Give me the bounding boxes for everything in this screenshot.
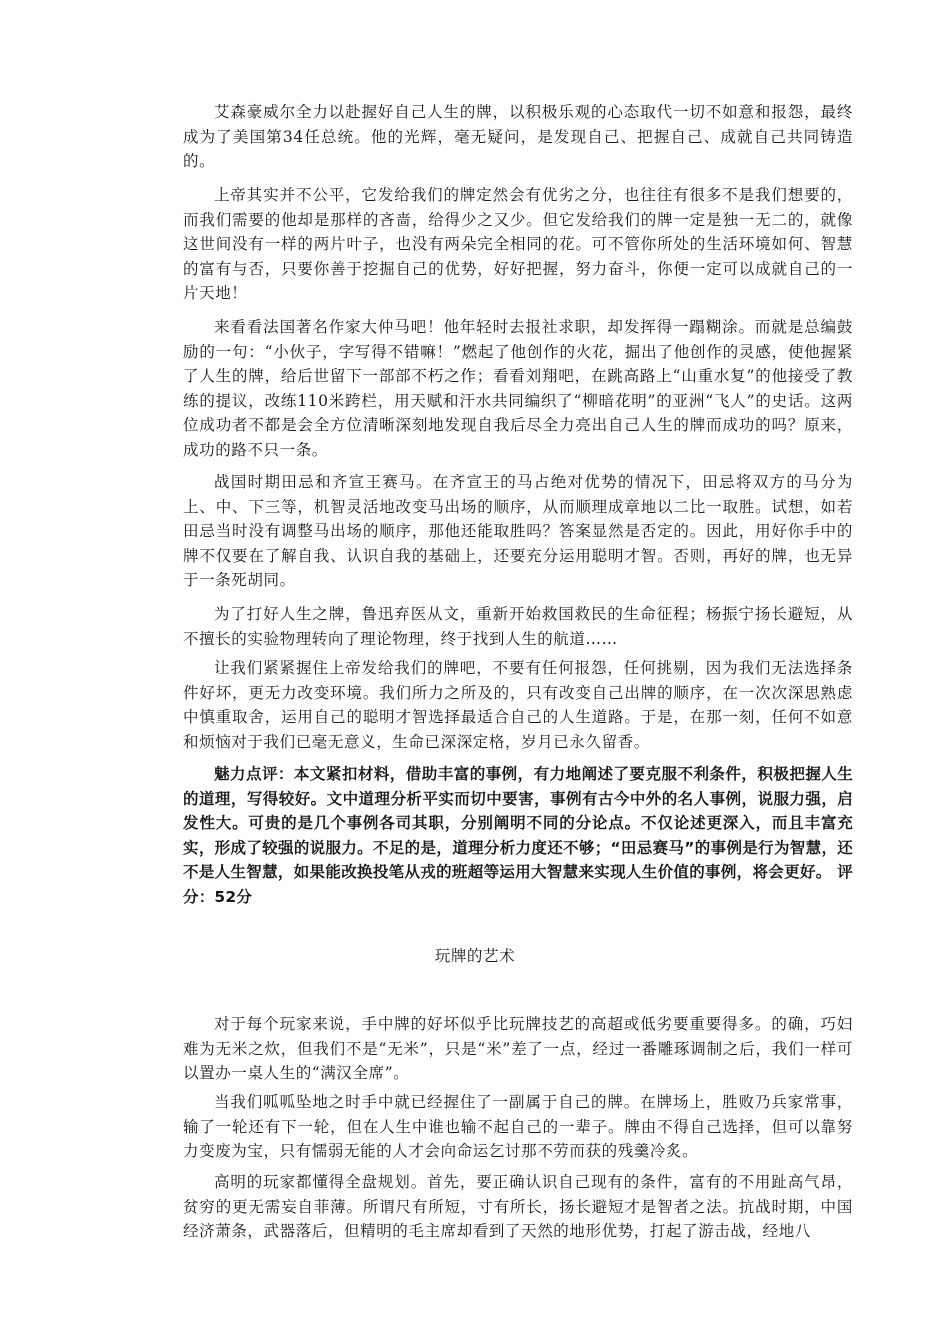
article-title: 玩牌的艺术 [434, 947, 516, 965]
paragraph-eisenhower: 艾森豪威尔全力以赴握好自己人生的牌，以积极乐观的心态取代一切不如意和报怨，最终成为了美国第34任总统。他的光辉，毫无疑问，是发现自己、把握自己、成就自己共同铸造的。 [183, 103, 853, 170]
paragraph-dumas-liuxiang: 来看看法国著名作家大仲马吧！他年轻时去报社求职，却发挥得一蹋糊涂。而就是总编鼓励的一句：“小伙子，字写得不错嘛！”燃起了他创作的火花，掘出了他创作的灵感，使他握紧了人生的牌，给后世留下一部部不朽之作；看看刘翔吧，在跳高路上“山重水复”的他接受了教练的提议，改练110米跨栏，用天赋和汗水共同编织了“柳暗花明”的亚洲“飞人”的史话。这两位成功者不都是会全方位清晰深刻地发现自我后尽全力亮出自己人生的牌而成功的吗？原来，成功的路不只一条。 [183, 318, 853, 459]
paragraph-luxun-yang: 为了打好人生之牌，鲁迅弃医从文，重新开始救国救民的生命征程；杨振宁扬长避短，从不擅长的实验物理转向了理论物理，终于找到人生的航道…… [183, 605, 853, 648]
paragraph-hold-cards: 让我们紧紧握住上帝发给我们的牌吧，不要有任何报怨，任何挑剔，因为我们无法选择条件好坏，更无力改变环境。我们所力之所及的，只有改变自己出牌的顺序，在一次次深思熟虑中慎重取舍，运用自己的聪明才智选择最适合自己的人生道路。于是，在那一刻，任何不如意和烦恼对于我们已毫无意义，生命已深深定格，岁月已永久留香。 [183, 659, 853, 751]
comment-paragraph: 魅力点评：本文紧扣材料，借助丰富的事例，有力地阐述了要克服不利条件，积极把握人生的道理，写得较好。文中道理分析平实而切中要害，事例有古今中外的名人事例，说服力强，启发性大。可贵的是几个事例各司其职，分别阐明不同的分论点。不仅论述更深入，而且丰富充实，形成了较强的说服力。不足的是，道理分析力度还不够；“田忌赛马”的事例是行为智慧，还不是人生智慧，如果能改换投笔从戎的班超等运用大智慧来实现人生价值的事例，将会更好。 评分：52分 [183, 765, 853, 906]
paragraph-god-cards: 上帝其实并不公平，它发给我们的牌定然会有优劣之分，也往往有很多不是我们想要的，而我们需要的他却是那样的吝啬，给得少之又少。但它发给我们的牌一定是独一无二的，就像这世间没有一样的两片叶子，也没有两朵完全相同的花。可不管你所处的生活环境如何、智慧的富有与否，只要你善于挖掘自己的优势，好好把握，努力奋斗，你便一定可以成就自己的一片天地！ [183, 186, 853, 302]
paragraph-planning: 高明的玩家都懂得全盘规划。首先，要正确认识自己现有的条件，富有的不用趾高气昂，贫穷的更无需妄自菲薄。所谓尺有所短，寸有所长，扬长避短才是智者之法。抗战时期，中国经济萧条，武器落后，但精明的毛主席却看到了天然的地形优势，打起了游击战，经地八 [183, 1173, 853, 1240]
paragraph-tianji-horse-race: 战国时期田忌和齐宣王赛马。在齐宣王的马占绝对优势的情况下，田忌将双方的马分为上、中、下三等，机智灵活地改变马出场的顺序，从而顺理成章地以二比一取胜。试想，如若田忌当时没有调整马出场的顺序，那他还能取胜吗？答案显然是否定的。因此，用好你手中的牌不仅要在了解自我、认识自我的基础上，还要充分运用聪明才智。否则，再好的牌，也无异于一条死胡同。 [183, 473, 853, 589]
paragraph-born-hand: 当我们呱呱坠地之时手中就已经握住了一副属于自己的牌。在牌场上，胜败乃兵家常事，输了一轮还有下一轮，但在人生中谁也输不起自己的一辈子。牌由不得自己选择，但可以靠努力变废为宝，只有懦弱无能的人才会向命运乞讨那不劳而获的残羹冷炙。 [183, 1093, 853, 1160]
paragraph-players: 对于每个玩家来说，手中牌的好坏似乎比玩牌技艺的高超或低劣要重要得多。的确，巧妇难为无米之炊，但我们不是“无米”，只是“米”差了一点，经过一番雕琢调制之后，我们一样可以置办一桌人生的“满汉全席”。 [183, 1015, 853, 1082]
